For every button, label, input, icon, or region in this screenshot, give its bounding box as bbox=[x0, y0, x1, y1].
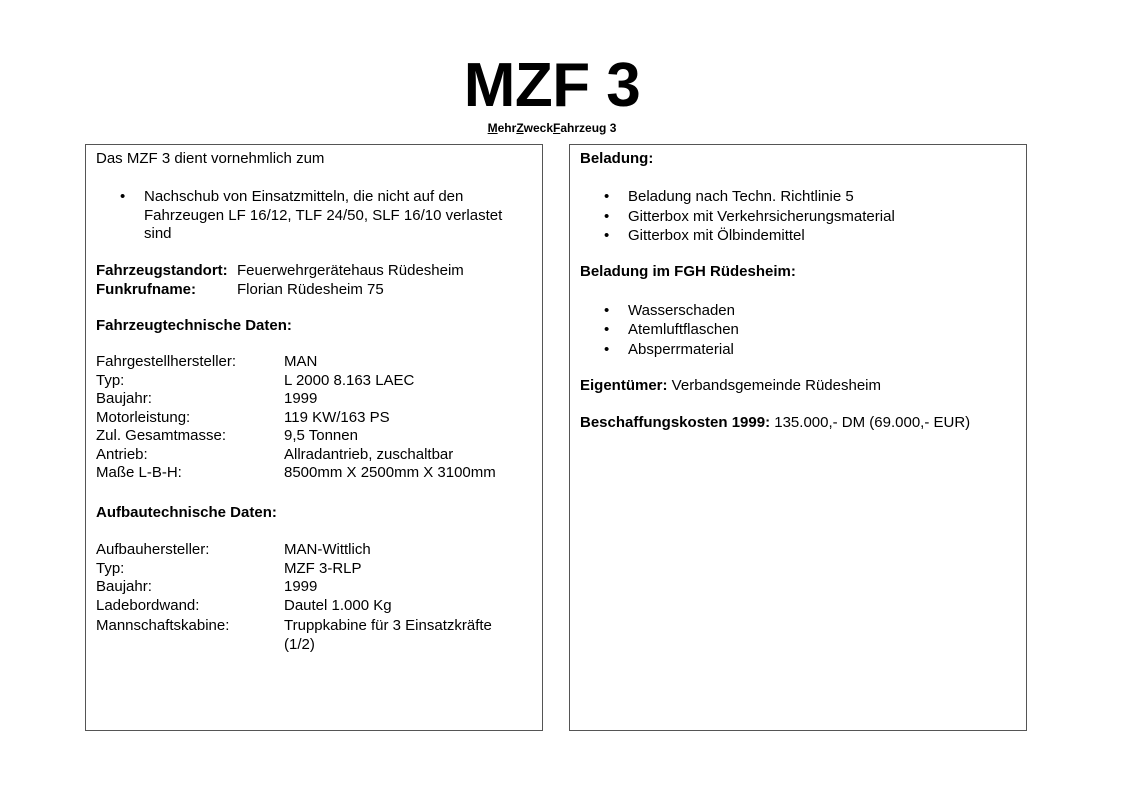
fgh-item: Wasserschaden bbox=[628, 301, 735, 319]
subtitle-part: ehr bbox=[497, 121, 517, 135]
bullet-line: sind bbox=[144, 225, 172, 242]
aufbau-key: Typ: bbox=[96, 559, 125, 577]
aufbau-row bbox=[96, 597, 392, 616]
aufbau-key: Ladebordwand: bbox=[96, 596, 200, 614]
aufbau-value: MAN-Wittlich bbox=[284, 541, 371, 558]
subtitle-part: ahrzeug 3 bbox=[560, 121, 617, 135]
aufbau-value: MZF 3-RLP bbox=[284, 559, 362, 577]
spec-row bbox=[96, 353, 317, 372]
aufbau-row bbox=[96, 560, 362, 579]
spec-row bbox=[96, 464, 496, 483]
subtitle-part: F bbox=[553, 121, 561, 135]
beladung-item: Gitterbox mit Verkehrsicherungsmaterial bbox=[628, 207, 895, 225]
aufbau-key: Aufbauhersteller: bbox=[96, 541, 210, 558]
spec-value: MAN bbox=[284, 353, 318, 370]
spec-key: Zul. Gesamtmasse: bbox=[96, 427, 227, 444]
fgh-heading: Beladung im FGH Rüdesheim: bbox=[580, 263, 796, 280]
spec-value: 8500mm X 2500mm X 3100mm bbox=[284, 464, 496, 481]
spec-value: 1999 bbox=[284, 390, 318, 407]
spec-value: Allradantrieb, zuschaltbar bbox=[284, 445, 454, 463]
page-title: MZF 3 bbox=[463, 51, 641, 120]
kosten-value: 135.000,- DM (69.000,- EUR) bbox=[770, 414, 971, 431]
kosten-line bbox=[580, 414, 970, 433]
spec-row bbox=[96, 390, 317, 409]
kabine-key: Mannschaftskabine: bbox=[96, 617, 230, 634]
spec-key: Fahrgestellhersteller: bbox=[96, 353, 237, 370]
eigentuemer-value: Verbandsgemeinde Rüdesheim bbox=[667, 377, 881, 394]
subtitle-part: Z bbox=[516, 121, 524, 135]
aufbau-heading: Aufbautechnische Daten: bbox=[96, 504, 277, 521]
spec-key: Antrieb: bbox=[96, 445, 148, 463]
standort-label: Fahrzeugstandort: bbox=[96, 262, 228, 279]
bullet-icon: • bbox=[604, 340, 610, 358]
page-subtitle bbox=[0, 121, 1104, 135]
spec-key: Maße L-B-H: bbox=[96, 464, 182, 481]
right-panel bbox=[569, 144, 1027, 731]
eigentuemer-label: Eigentümer: bbox=[580, 377, 668, 394]
kabine-value: Truppkabine für 3 Einsatzkräfte bbox=[284, 617, 492, 634]
spec-value: 119 KW/163 PS bbox=[284, 408, 390, 426]
eigentuemer-line bbox=[580, 377, 881, 396]
spec-row bbox=[96, 446, 453, 465]
spec-key: Typ: bbox=[96, 371, 125, 389]
bullet-icon: • bbox=[604, 321, 610, 338]
intro-text: Das MZF 3 dient vornehmlich zum bbox=[96, 150, 325, 167]
subtitle-part: weck bbox=[523, 121, 554, 135]
kosten-label: Beschaffungskosten 1999: bbox=[580, 414, 771, 431]
standort-value: Feuerwehrgerätehaus Rüdesheim bbox=[237, 262, 464, 279]
spec-row bbox=[96, 427, 358, 446]
subtitle-part: M bbox=[487, 121, 498, 135]
spec-value: L 2000 8.163 LAEC bbox=[284, 371, 415, 389]
fahrzeug-heading: Fahrzeugtechnische Daten: bbox=[96, 317, 292, 334]
bullet-icon: • bbox=[120, 188, 126, 205]
bullet-icon: • bbox=[604, 227, 610, 244]
spec-key: Baujahr: bbox=[96, 390, 152, 407]
bullet-icon: • bbox=[604, 301, 610, 319]
fgh-item: Absperrmaterial bbox=[628, 340, 734, 358]
aufbau-value: Dautel 1.000 Kg bbox=[284, 596, 392, 614]
beladung-heading: Beladung: bbox=[580, 150, 654, 167]
beladung-item: Gitterbox mit Ölbindemittel bbox=[628, 227, 805, 244]
beladung-item: Beladung nach Techn. Richtlinie 5 bbox=[628, 188, 854, 205]
aufbau-value: 1999 bbox=[284, 578, 318, 595]
aufbau-row bbox=[96, 578, 317, 597]
bullet-icon: • bbox=[604, 207, 610, 225]
fgh-item: Atemluftflaschen bbox=[628, 321, 739, 338]
bullet-line: Nachschub von Einsatzmitteln, die nicht auf den bbox=[144, 188, 464, 205]
funkruf-label: Funkrufname: bbox=[96, 280, 197, 298]
kabine-value-continued: (1/2) bbox=[284, 635, 315, 653]
bullet-icon: • bbox=[604, 188, 610, 205]
spec-key: Motorleistung: bbox=[96, 408, 191, 426]
spec-row bbox=[96, 372, 414, 391]
spec-value: 9,5 Tonnen bbox=[284, 427, 358, 444]
aufbau-row bbox=[96, 541, 371, 560]
left-panel bbox=[85, 144, 543, 731]
aufbau-key: Baujahr: bbox=[96, 578, 152, 595]
bullet-line: Fahrzeugen LF 16/12, TLF 24/50, SLF 16/10 verlastet bbox=[144, 206, 503, 224]
funkruf-value: Florian Rüdesheim 75 bbox=[237, 280, 384, 298]
spec-row bbox=[96, 409, 390, 428]
kabine-row bbox=[96, 617, 492, 636]
